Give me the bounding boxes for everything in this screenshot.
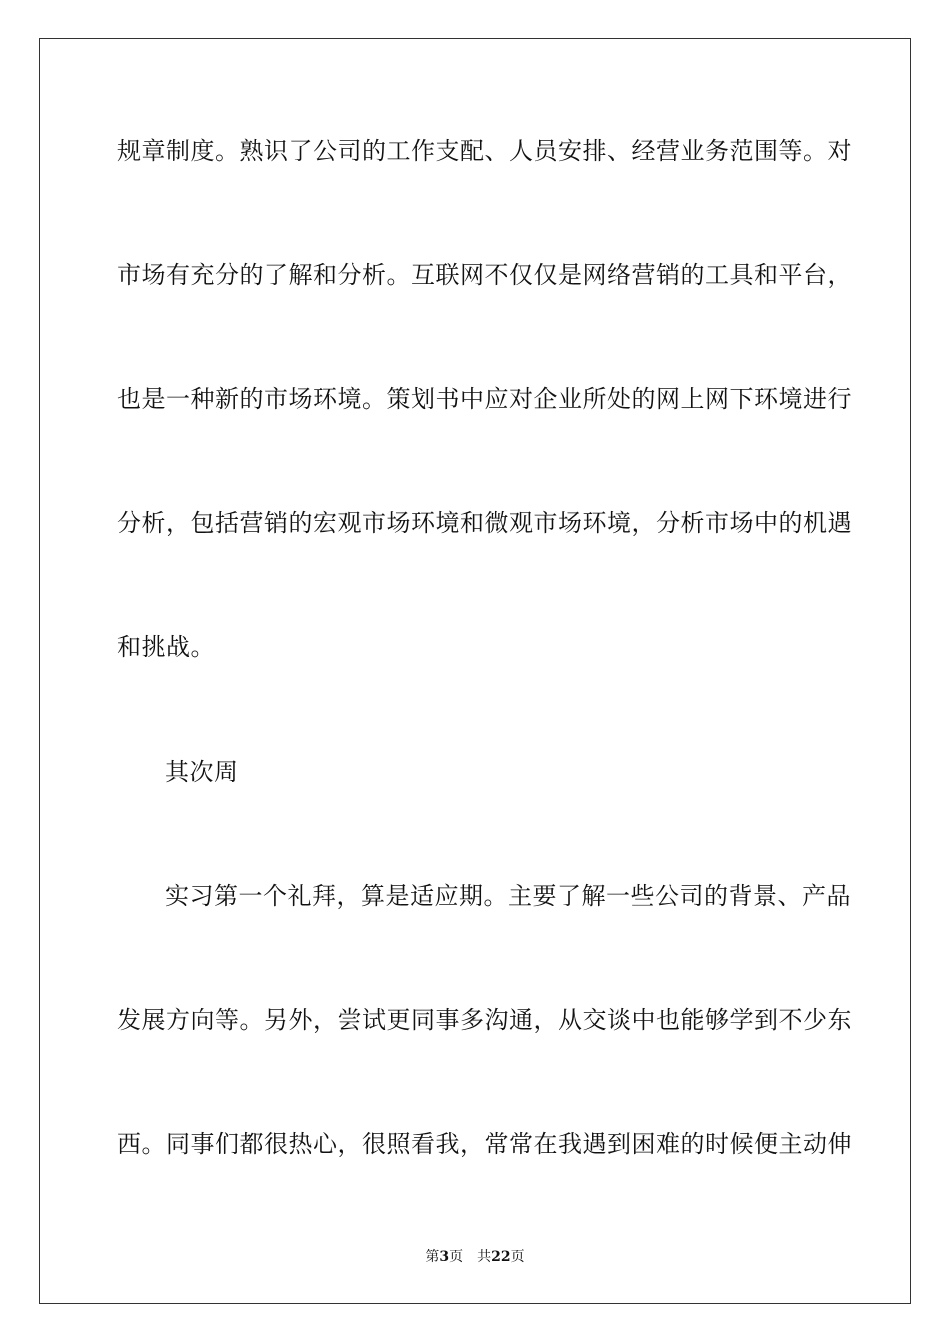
body-line: 规章制度。熟识了公司的工作支配、人员安排、经营业务范围等。对 [117, 137, 852, 165]
body-line: 西。同事们都很热心，很照看我，常常在我遇到困难的时候便主动伸 [117, 1130, 852, 1158]
total-pages: 22 [491, 1249, 511, 1265]
body-line: 发展方向等。另外，尝试更同事多沟通，从交谈中也能够学到不少东 [117, 1006, 852, 1034]
page-footer [0, 1248, 950, 1266]
body-line: 分析，包括营销的宏观市场环境和微观市场环境，分析市场中的机遇 [117, 509, 852, 537]
page-suffix: 页 [449, 1249, 464, 1265]
body-line: 和挑战。 [117, 633, 215, 661]
body-line: 实习第一个礼拜，算是适应期。主要了解一些公司的背景、产品 [165, 882, 851, 910]
total-prefix: 共 [477, 1249, 492, 1265]
section-heading: 其次周 [165, 758, 239, 786]
page-number: 3 [439, 1249, 450, 1265]
page-border [39, 38, 911, 1304]
total-suffix: 页 [510, 1249, 525, 1265]
body-line: 也是一种新的市场环境。策划书中应对企业所处的网上网下环境进行 [117, 385, 852, 413]
page-prefix: 第 [425, 1249, 440, 1265]
body-line: 市场有充分的了解和分析。互联网不仅仅是网络营销的工具和平台， [117, 261, 852, 289]
